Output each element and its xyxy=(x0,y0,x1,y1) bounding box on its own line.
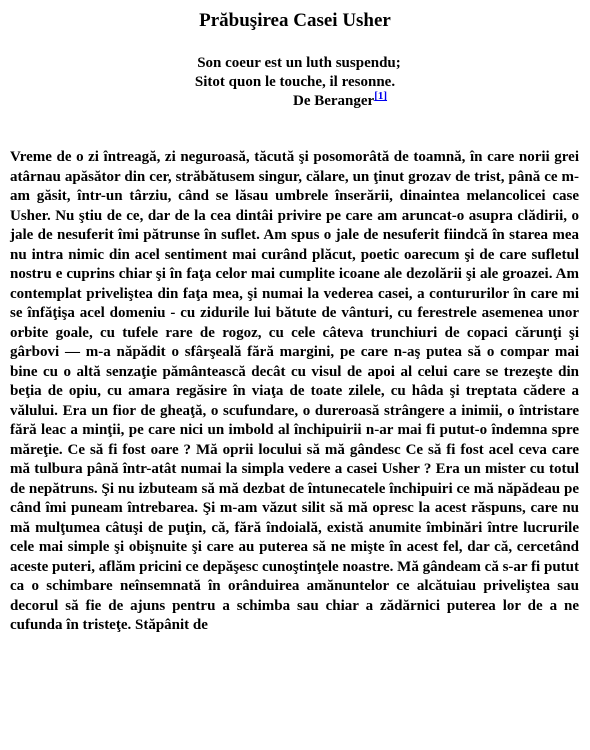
epigraph-line-2: Sitot quon le touche, il resonne. xyxy=(194,74,396,90)
epigraph-attribution xyxy=(0,92,590,111)
footnote-link[interactable]: [1] xyxy=(374,90,388,102)
body-paragraph: Vreme de o zi întreagă, zi neguroasă, tăcută şi posomorâtă de toamnă, în care norii grei atârnau apăsător din cer, străbătusem singur, călare, un ţinut grozav de trist, până ce m-am găsit, într-un târziu, când se lăsau umbrele înserării, dinaintea melancolicei case Usher. Nu ştiu de ce, dar de la cea dintâi privire pe care am aruncat-o asupra clădirii, o jale de nesuferit îmi pătrunse în suflet. Am spus o jale de nesuferit fiindcă în starea mea nu intra nimic din acel sentiment mai curând plăcut, poetic oarecum şi de care sufletul nostru e cuprins chiar şi în faţa celor mai cumplite icoane ale dezolării şi ale groazei. Am contemplat priveliştea din faţa mea, şi numai la vederea casei, a contururilor în care mi se înfăţişa acel domeniu - cu zidurile lui bătute de vânturi, cu ferestrele asemenea unor orbite goale, cu tufele rare de rogoz, cu cele câteva trunchiuri de copaci cărunţi şi gârbovi — m-a năpădit o sfârşeală fără margini, pe care n-aş putea să o compar mai bine cu o altă senzaţie pământească decât cu visul de apoi al celui care se trezeşte din beţia de opiu, cu amara regăsire în viaţa de toate zilele, cu hâda şi treptata cădere a vălului. Era un fior de gheaţă, o scufundare, o dureroasă strângere a inimii, o întristare fără leac a minţii, pe care nici un imbold al închipuirii n-ar mai fi putut-o îndemna spre măreţie. Ce să fi fost oare ? Mă oprii locului să mă gândesc Ce să fi fost acel ceva care mă tulbura până într-atât numai la simpla vedere a casei Usher ? Era un mister cu totul de nepătruns. Şi nu izbuteam să mă dezbat de întunecatele închipuiri ce mă năpădeau pe când îmi puneam întrebarea. Şi m-am văzut silit să mă opresc la acest răspuns, care nu mă mulţumea câtuşi de puţin, că, fără îndoială, există anumite îmbinări între lucrurile cele mai simple şi obişnuite şi care au puterea să ne mişte în acest fel, dar că, cercetând aceste puteri, aflăm pricini ce depăşesc cunoştinţele noastre. Mă gândeam că s-ar fi putut ca o schimbare neînsemnată în orânduirea amănuntelor ce alcătuiau priveliştea sau decorul să fie de ajuns pentru a schimba sau chiar a zădărnici puterea lor de a ne cufunda în tristeţe. Stăpânit de xyxy=(10,149,579,633)
attribution-author: De Beranger xyxy=(293,93,375,109)
epigraph xyxy=(0,54,590,111)
epigraph-line-1: Son coeur est un luth suspendu; xyxy=(197,55,401,71)
page-title: Prăbuşirea Casei Usher xyxy=(199,10,391,31)
